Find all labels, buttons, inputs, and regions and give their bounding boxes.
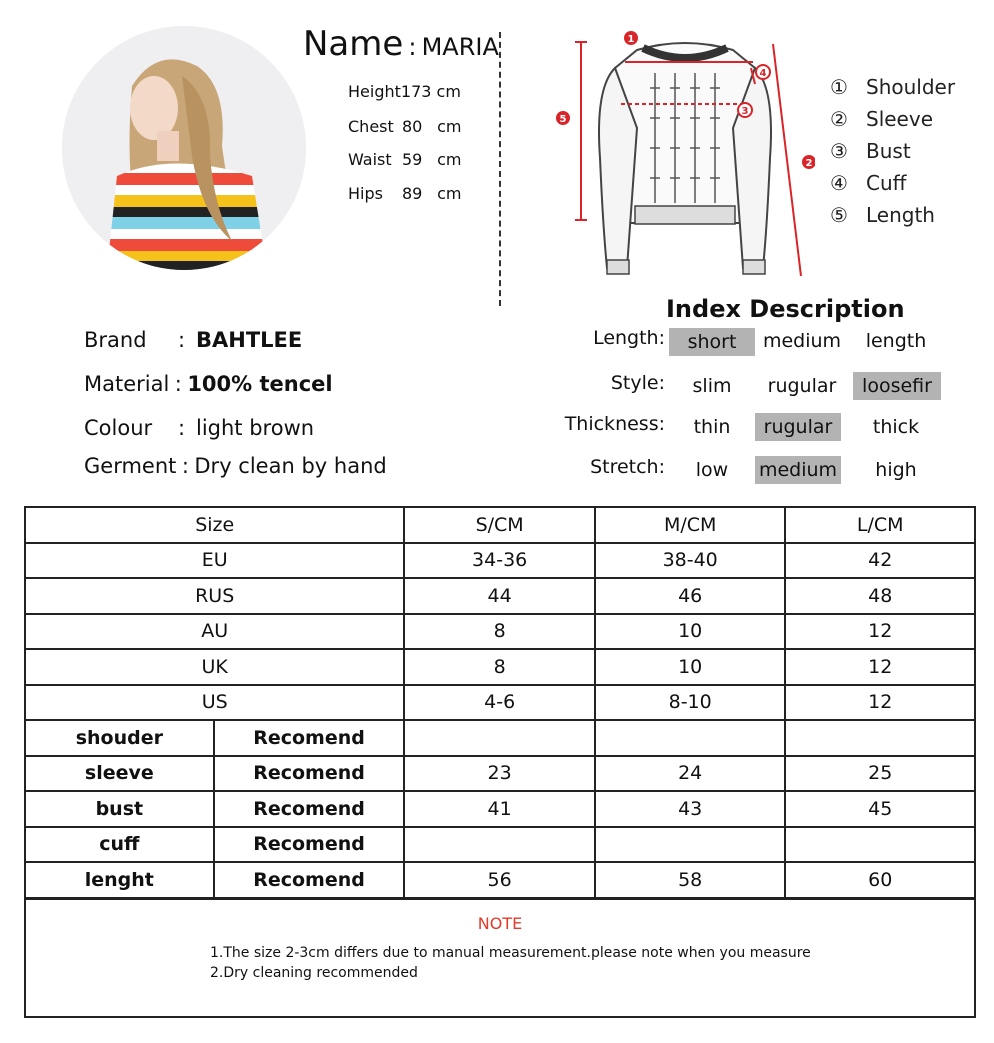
table-cell: 25 [785, 756, 975, 792]
size-table [24, 506, 976, 899]
svg-text:5: 5 [559, 114, 567, 125]
measurement-label: Height [348, 82, 401, 101]
index-label: Stretch: [590, 456, 665, 478]
colour-row [84, 416, 314, 440]
name-value: MARIA [421, 33, 499, 61]
index-option-loosefir: loosefir [853, 372, 941, 400]
table-cell: 60 [785, 862, 975, 898]
measurement-row-height [348, 82, 461, 101]
table-header-row [25, 507, 975, 543]
table-cell: 42 [785, 543, 975, 579]
svg-text:4: 4 [759, 68, 767, 79]
table-row [25, 862, 975, 898]
table-row [25, 614, 975, 650]
size-system: UK [25, 649, 404, 685]
table-cell: 46 [595, 578, 786, 614]
measurement-row-waist [348, 150, 461, 169]
measurement-unit: cm [437, 150, 462, 169]
measurement-value: 89 [402, 184, 423, 203]
index-option-thin: thin [693, 416, 731, 438]
table-row [25, 543, 975, 579]
legend-item-shoulder [830, 75, 955, 107]
table-cell: 24 [595, 756, 786, 792]
measurement-value: 80 [402, 117, 423, 136]
germent-value: Dry clean by hand [194, 454, 387, 478]
index-title: Index Description [666, 295, 905, 323]
index-label: Length: [593, 327, 665, 349]
table-cell: 41 [404, 791, 595, 827]
name-label: Name [303, 24, 404, 64]
table-cell: 23 [404, 756, 595, 792]
measurement-row-hips [348, 184, 461, 203]
table-cell: 44 [404, 578, 595, 614]
sweater-diagram [555, 28, 815, 284]
header-m: M/CM [595, 507, 786, 543]
brand-sep: : [178, 328, 186, 352]
table-cell: 10 [595, 649, 786, 685]
measure-recomend: Recomend [214, 791, 405, 827]
legend [830, 75, 955, 235]
legend-label: Length [866, 203, 935, 227]
table-row [25, 649, 975, 685]
colour-value: light brown [196, 416, 315, 440]
table-row [25, 578, 975, 614]
index-label: Style: [610, 372, 665, 394]
brand-value: BAHTLEE [196, 328, 303, 352]
measure-recomend: Recomend [214, 756, 405, 792]
measure-name: sleeve [25, 756, 214, 792]
colour-sep: : [178, 416, 186, 440]
measure-name: cuff [25, 827, 214, 863]
index-option-medium: medium [755, 456, 841, 484]
measurement-unit: cm [437, 117, 462, 136]
table-cell [404, 720, 595, 756]
index-option-length: length [865, 330, 927, 352]
index-option-slim: slim [692, 375, 732, 397]
index-option-thick: thick [872, 416, 920, 438]
model-photo [62, 26, 306, 270]
size-system: EU [25, 543, 404, 579]
colour-label: Colour [84, 416, 153, 440]
index-option-medium: medium [762, 330, 842, 352]
table-cell [785, 827, 975, 863]
sweater-illustration [555, 28, 815, 284]
legend-item-length [830, 203, 955, 235]
brand-row [84, 328, 302, 352]
measurement-unit: cm [437, 184, 462, 203]
index-option-high: high [875, 459, 917, 481]
legend-label: Bust [866, 139, 911, 163]
material-row [84, 372, 333, 396]
table-cell [404, 827, 595, 863]
table-row [25, 827, 975, 863]
size-system: US [25, 685, 404, 721]
legend-label: Shoulder [866, 75, 956, 99]
table-cell: 12 [785, 649, 975, 685]
table-cell: 45 [785, 791, 975, 827]
table-cell [595, 827, 786, 863]
index-label: Thickness: [564, 413, 665, 435]
legend-item-sleeve [830, 107, 955, 139]
legend-label: Sleeve [866, 107, 934, 131]
measure-name: lenght [25, 862, 214, 898]
table-cell: 56 [404, 862, 595, 898]
germent-row [84, 454, 387, 478]
table-cell: 34-36 [404, 543, 595, 579]
table-cell: 8 [404, 614, 595, 650]
table-cell: 58 [595, 862, 786, 898]
material-label: Material [84, 372, 170, 396]
size-system: RUS [25, 578, 404, 614]
dashed-divider [499, 32, 501, 306]
measurement-label: Hips [348, 184, 383, 203]
legend-num: ① [830, 75, 848, 99]
table-cell: 8-10 [595, 685, 786, 721]
legend-label: Cuff [866, 171, 907, 195]
header-size: Size [25, 507, 404, 543]
measurement-label: Waist [348, 150, 392, 169]
index-option-short: short [669, 328, 755, 356]
svg-text:3: 3 [741, 106, 749, 117]
legend-item-bust [830, 139, 955, 171]
measure-recomend: Recomend [214, 720, 405, 756]
name-separator: : [408, 33, 417, 61]
index-option-rugular: rugular [767, 375, 837, 397]
measurement-value: 59 [402, 150, 423, 169]
germent-sep: : [181, 454, 189, 478]
table-cell: 12 [785, 614, 975, 650]
note-title: NOTE [477, 914, 523, 933]
table-row [25, 791, 975, 827]
germent-label: Germent [84, 454, 177, 478]
legend-item-cuff [830, 171, 955, 203]
model-illustration [62, 26, 306, 270]
table-row [25, 685, 975, 721]
measurement-row-chest [348, 117, 461, 136]
header-s: S/CM [404, 507, 595, 543]
measurement-label: Chest [348, 117, 394, 136]
size-system: AU [25, 614, 404, 650]
table-cell: 12 [785, 685, 975, 721]
table-cell [595, 720, 786, 756]
measure-name: shouder [25, 720, 214, 756]
note-box [24, 898, 976, 1018]
brand-label: Brand [84, 328, 147, 352]
table-cell: 8 [404, 649, 595, 685]
legend-num: ③ [830, 139, 848, 163]
measure-name: bust [25, 791, 214, 827]
note-line: 2.Dry cleaning recommended [210, 965, 418, 981]
material-value: 100% tencel [187, 372, 333, 396]
measurement-value: 173 [400, 82, 432, 101]
measure-recomend: Recomend [214, 862, 405, 898]
legend-num: ⑤ [830, 203, 848, 227]
svg-text:1: 1 [627, 34, 635, 45]
table-cell: 10 [595, 614, 786, 650]
table-cell [785, 720, 975, 756]
table-cell: 48 [785, 578, 975, 614]
note-line: 1.The size 2-3cm differs due to manual measurement.please note when you measure [210, 945, 811, 961]
legend-num: ② [830, 107, 848, 131]
table-cell: 4-6 [404, 685, 595, 721]
svg-text:2: 2 [805, 158, 813, 169]
table-cell: 38-40 [595, 543, 786, 579]
table-cell: 43 [595, 791, 786, 827]
index-option-rugular: rugular [755, 413, 841, 441]
measure-recomend: Recomend [214, 827, 405, 863]
legend-num: ④ [830, 171, 848, 195]
header-l: L/CM [785, 507, 975, 543]
measurement-unit: cm [436, 82, 461, 101]
model-name [303, 24, 499, 64]
table-row [25, 720, 975, 756]
table-row [25, 756, 975, 792]
index-option-low: low [695, 459, 729, 481]
material-sep: : [174, 372, 182, 396]
